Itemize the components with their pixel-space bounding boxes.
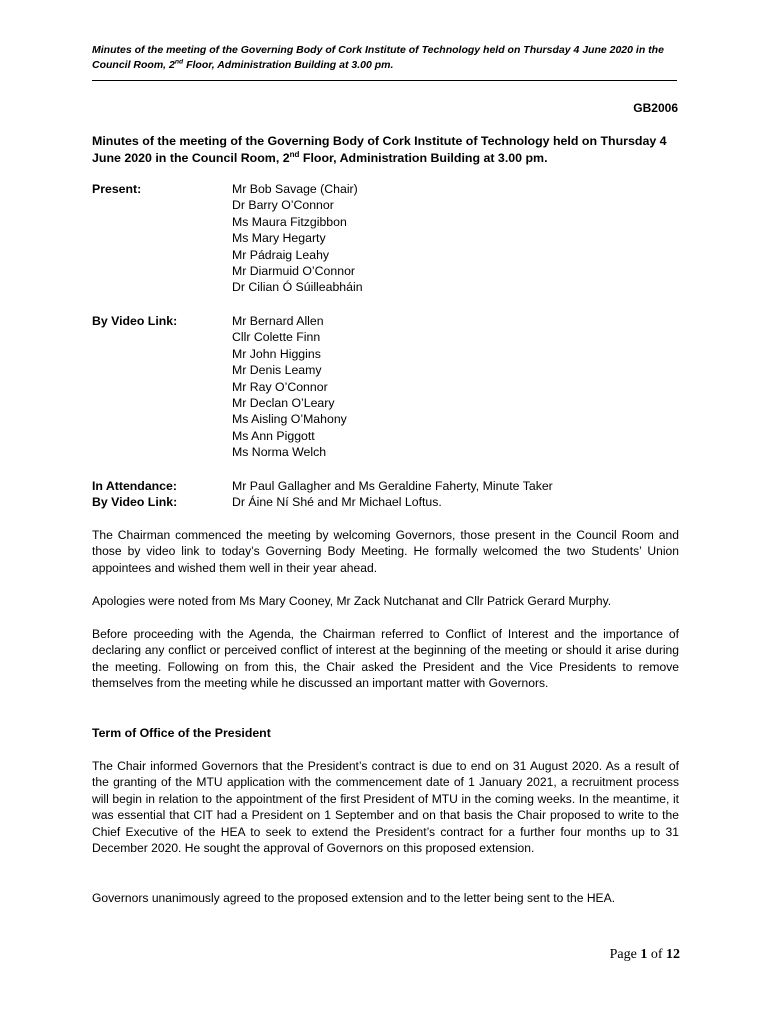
document-reference: GB2006: [633, 101, 678, 115]
term-of-office-paragraph: The Chair informed Governors that the President’s contract is due to end on 31 August 2020. As a result of the granting of the MTU application with the commencement date of 1 January 2021, a recruitment process will begin in relation to the appointment of the first President of MTU in the coming weeks. In the meantime, it was essential that CIT had a President on 1 September and on that basis the Chair proposed to write to the Chief Executive of the HEA to seek to extend the President’s contract for a further four months up to 31 December 2020. He sought the approval of Governors on this proposed extension.: [92, 759, 679, 856]
title-text-end: Floor, Administration Building at 3.00 pm.: [299, 151, 548, 165]
present-list: [232, 181, 682, 296]
present-label: Present:: [92, 182, 142, 196]
section-heading: Term of Office of the President: [92, 726, 271, 740]
attendee-name: Ms Ann Piggott: [232, 428, 315, 443]
attendee-name: Ms Aisling O’Mahony: [232, 412, 347, 427]
agreement-paragraph: Governors unanimously agreed to the proposed extension and to the letter being sent to the HEA.: [92, 891, 616, 905]
attendee-name: Dr Barry O’Connor: [232, 198, 334, 213]
attendance-video-label: By Video Link:: [92, 495, 178, 509]
running-header: [92, 43, 692, 73]
attendee-name: Ms Mary Hegarty: [232, 231, 326, 246]
in-attendance-value: [232, 478, 682, 494]
attendee-name: Dr Áine Ní Shé and Mr Michael Loftus.: [232, 495, 442, 509]
page-number: [560, 947, 680, 963]
attendee-name: Mr Ray O’Connor: [232, 379, 328, 394]
attendee-name: Mr Bob Savage (Chair): [232, 182, 358, 196]
apologies-paragraph: Apologies were noted from Ms Mary Cooney, Mr Zack Nutchanat and Cllr Patrick Gerard Murphy.: [92, 594, 612, 608]
attendee-name: Mr Pádraig Leahy: [232, 247, 330, 262]
page-word: Page: [609, 947, 637, 962]
attendee-name: Ms Norma Welch: [232, 445, 327, 460]
attendee-name: Mr Denis Leamy: [232, 363, 322, 378]
attendee-name: Dr Cilian Ó Súilleabháin: [232, 280, 363, 295]
attendance-video-value: [232, 494, 682, 510]
attendee-name: Mr John Higgins: [232, 346, 321, 361]
title-superscript: nd: [289, 149, 300, 159]
attendee-name: Mr Diarmuid O’Connor: [232, 264, 355, 279]
attendee-name: Mr Bernard Allen: [232, 314, 324, 328]
page-total: 12: [666, 947, 680, 962]
running-header-text-end: Floor, Administration Building at 3.00 pm.: [183, 59, 394, 71]
page-current: 1: [640, 947, 648, 962]
attendee-name: Mr Declan O’Leary: [232, 396, 335, 411]
running-header-superscript: nd: [174, 58, 184, 66]
attendee-name: Ms Maura Fitzgibbon: [232, 214, 347, 229]
video-link-label: By Video Link:: [92, 314, 178, 328]
attendee-name: Cllr Colette Finn: [232, 330, 321, 345]
running-header-text: Minutes of the meeting of the Governing Body of Cork Institute of Technology held on Thursday 4 June 2020 in the Council Room, 2: [92, 44, 664, 71]
in-attendance-label: In Attendance:: [92, 479, 177, 493]
page-title: [92, 133, 682, 167]
title-text: Minutes of the meeting of the Governing Body of Cork Institute of Technology held on Thursday 4 June 2020 in the Council Room, 2: [92, 134, 667, 165]
video-link-list: [232, 313, 682, 461]
attendee-name: Mr Paul Gallagher and Ms Geraldine Faherty, Minute Taker: [232, 479, 553, 493]
welcome-paragraph: The Chairman commenced the meeting by welcoming Governors, those present in the Council Room and those by video link to today’s Governing Body Meeting. He formally welcomed the two Students’ Union appointees and wished them well in their year ahead.: [92, 528, 679, 575]
page-of: of: [650, 947, 663, 962]
header-divider: [92, 80, 677, 81]
conflict-of-interest-paragraph: Before proceeding with the Agenda, the Chairman referred to Conflict of Interest and the importance of declaring any conflict or perceived conflict of interest at the beginning of the meeting or should it arise during the meeting. Following on from this, the Chair asked the President and the Vice Presidents to remove themselves from the meeting while he discussed an important matter with Governors.: [92, 627, 679, 691]
